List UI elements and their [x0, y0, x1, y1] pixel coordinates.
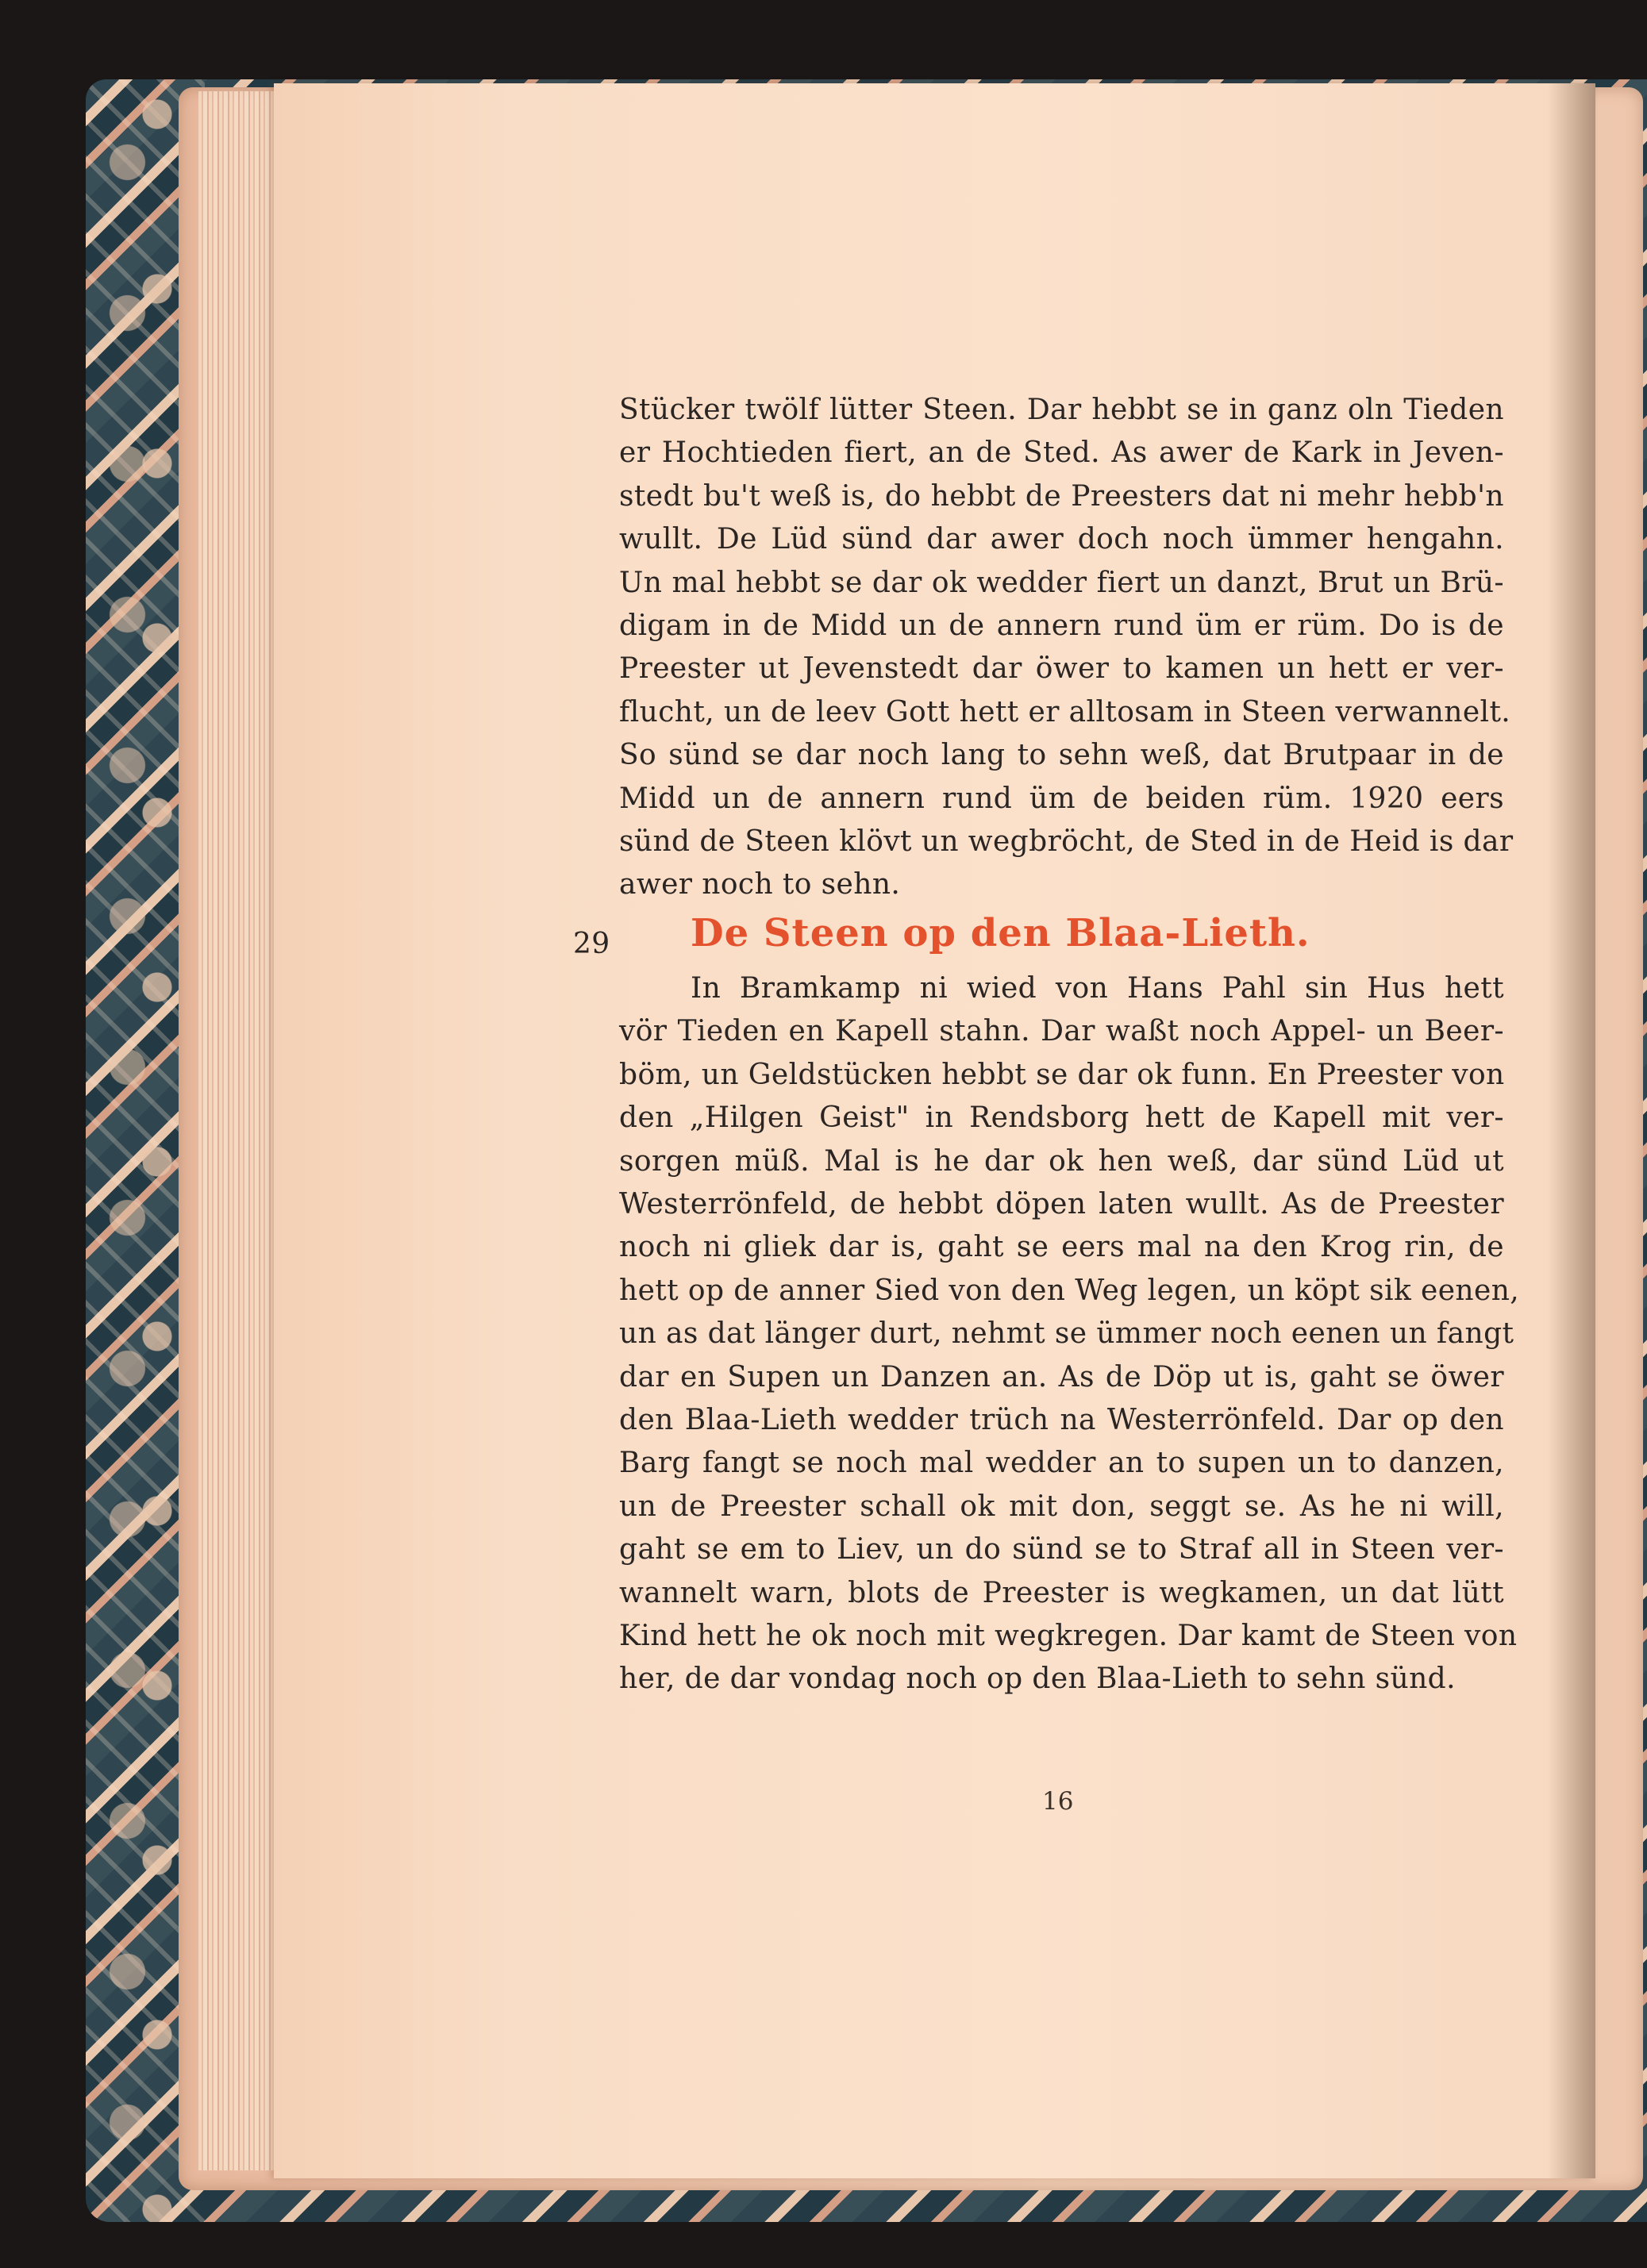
text-line: den „Hilgen Geist" in Rendsborg hett de Kapell mit ver- [619, 1101, 1504, 1135]
text-line: sorgen müß. Mal is he dar ok hen weß, dar sünd Lüd ut [619, 1144, 1504, 1178]
text-line: digam in de Midd un de annern rund üm er rüm. Do is de [619, 609, 1504, 643]
text-line: Un mal hebbt se dar ok wedder fiert un danzt, Brut un Brü- [619, 566, 1504, 599]
section-number: 29 [573, 927, 610, 960]
page-gutter-shadow [1548, 83, 1595, 2178]
text-line: noch ni gliek dar is, gaht se eers mal na den Krog rin, de [619, 1231, 1504, 1264]
section-title: De Steen op den Blaa-Lieth. [691, 910, 1310, 955]
text-line: wannelt warn, blots de Preester is wegkamen, un dat lütt [619, 1576, 1504, 1609]
text-line: Westerrönfeld, de hebbt döpen laten wullt. As de Preester [619, 1187, 1504, 1220]
text-line: un de Preester schall ok mit don, seggt se. As he ni will, [619, 1490, 1504, 1523]
text-line: un as dat länger durt, nehmt se ümmer noch eenen un fangt [619, 1317, 1514, 1351]
text-line: den Blaa-Lieth wedder trüch na Westerrönfeld. Dar op den [619, 1403, 1504, 1436]
text-line: er Hochtieden fiert, an de Sted. As awer de Kark in Jeven- [619, 436, 1504, 470]
text-line: her, de dar vondag noch op den Blaa-Lieth to sehn sünd. [619, 1663, 1456, 1696]
text-line: stedt bu't weß is, do hebbt de Preesters dat ni mehr hebb'n [619, 479, 1504, 513]
text-line: Stücker twölf lütter Steen. Dar hebbt se in ganz oln Tieden [619, 394, 1504, 426]
text-line: hett op de anner Sied von den Weg legen, un köpt sik eenen, [619, 1274, 1520, 1307]
text-line: In Bramkamp ni wied von Hans Pahl sin Hus hett [691, 971, 1504, 1005]
text-line: wullt. De Lüd sünd dar awer doch noch ümmer hengahn. [619, 523, 1504, 556]
text-line: Kind hett he ok noch mit wegkregen. Dar kamt de Steen von [619, 1619, 1518, 1652]
text-line: Midd un de annern rund üm de beiden rüm. 1920 eers [619, 782, 1504, 815]
text-line: Barg fangt se noch mal wedder an to supen un to danzen, [619, 1447, 1504, 1480]
section-heading [573, 910, 1504, 966]
text-line: gaht se em to Liev, un do sünd se to Straf all in Steen ver- [619, 1533, 1504, 1566]
page-number: 16 [1042, 1787, 1074, 1816]
text-line: Preester ut Jevenstedt dar öwer to kamen un hett er ver- [619, 652, 1504, 686]
paragraph-1 [619, 389, 1514, 907]
text-line: vör Tieden en Kapell stahn. Dar waßt noch Appel- un Beer- [619, 1015, 1504, 1048]
text-line: flucht, un de leev Gott hett er alltosam in Steen verwannelt. [619, 695, 1511, 728]
paragraph-2 [619, 967, 1520, 1701]
page-text [573, 389, 1520, 1701]
text-line: dar en Supen un Danzen an. As de Döp ut is, gaht se öwer [619, 1360, 1504, 1393]
text-line: So sünd se dar noch lang to sehn weß, dat Brutpaar in de [619, 739, 1504, 772]
text-line: sünd de Steen klövt un wegbröcht, de Sted in de Heid is dar [619, 825, 1514, 859]
text-line: awer noch to sehn. [619, 868, 901, 901]
text-line: böm, un Geldstücken hebbt se dar ok funn. En Preester von [619, 1058, 1505, 1091]
